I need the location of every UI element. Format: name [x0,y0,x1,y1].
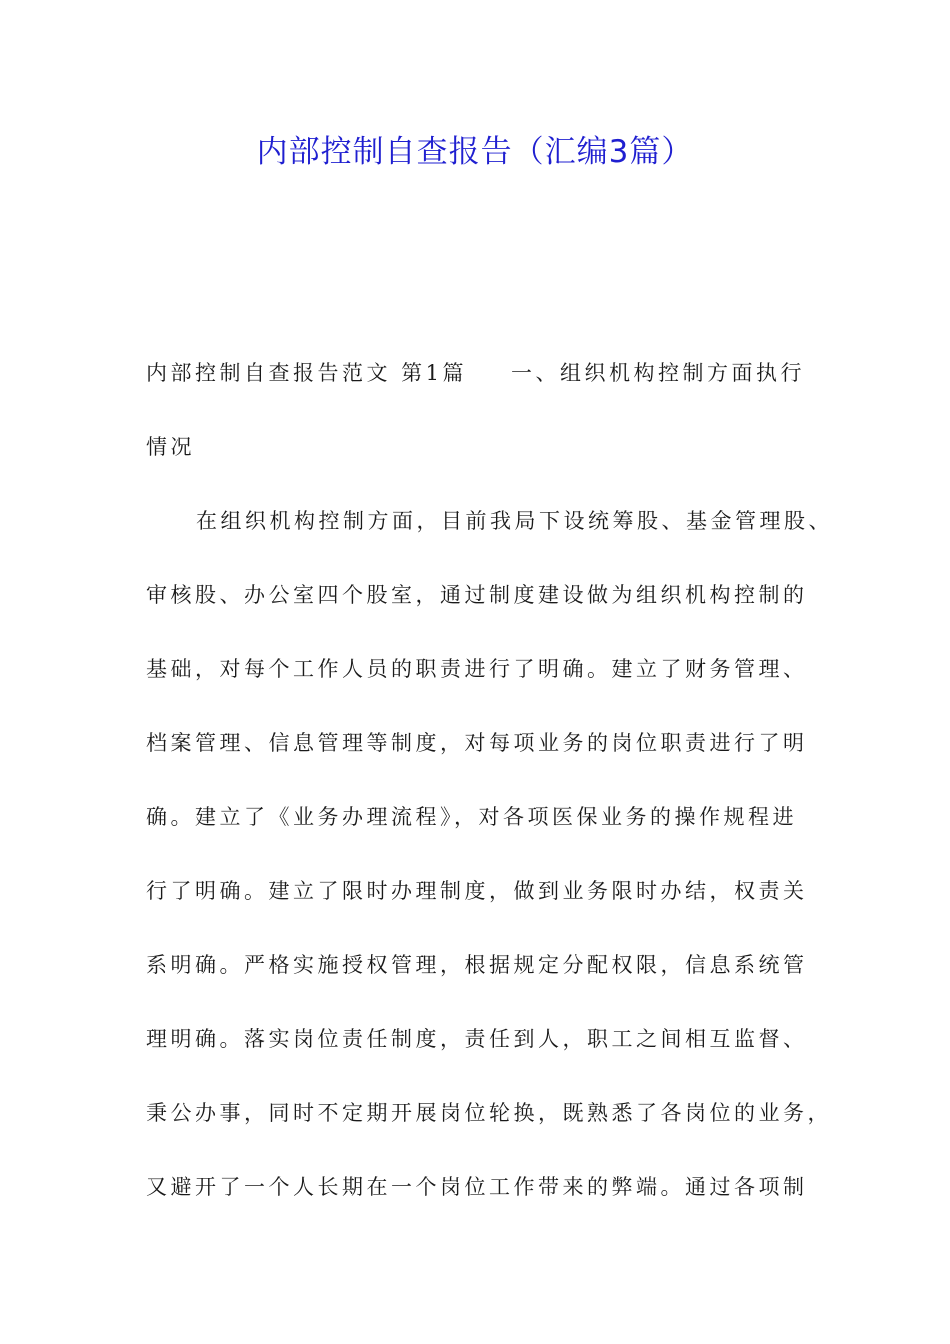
text-line: 基础，对每个工作人员的职责进行了明确。建立了财务管理、 [146,657,808,681]
section-heading: 一、组织机构控制方面执行 [511,361,806,385]
text-line: 系明确。严格实施授权管理，根据规定分配权限，信息系统管 [146,953,808,977]
text-line: 确。建立了《业务办理流程》，对各项医保业务的操作规程进 [146,805,797,829]
text-line: 又避开了一个人长期在一个岗位工作带来的弊端。通过各项制 [146,1175,808,1199]
text-line: 在组织机构控制方面，目前我局下设统筹股、基金管理股、 [196,509,833,533]
document-title: 内部控制自查报告（汇编3篇） [256,134,694,170]
text-line: 情况 [146,435,195,459]
text-line: 理明确。落实岗位责任制度，责任到人，职工之间相互监督、 [146,1027,808,1051]
text-line: 审核股、办公室四个股室，通过制度建设做为组织机构控制的 [146,583,808,607]
text-line: 档案管理、信息管理等制度，对每项业务的岗位职责进行了明 [146,731,808,755]
heading-line [146,336,810,410]
document-body [146,336,833,1224]
text-line: 行了明确。建立了限时办理制度，做到业务限时办结，权责关 [146,879,808,903]
article-label: 内部控制自查报告范文 第1篇 [146,361,468,385]
text-line: 秉公办事，同时不定期开展岗位轮换，既熟悉了各岗位的业务， [146,1101,832,1125]
